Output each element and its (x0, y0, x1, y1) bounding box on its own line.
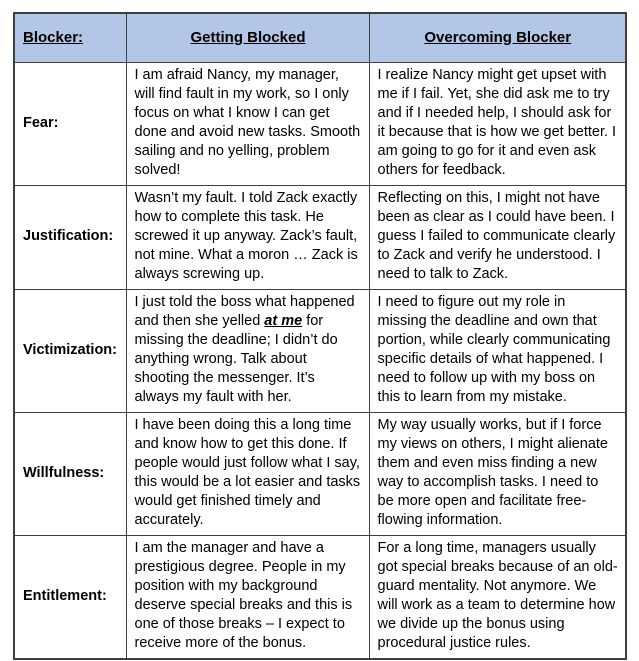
header-cell-overcoming-blocker (369, 13, 626, 63)
overcoming-blocker-cell: Reflecting on this, I might not have been as clear as I could have been. I guess I failed to communicate clearly to Zack and verify he understood. I need to talk to Zack. (369, 186, 626, 290)
overcoming-blocker-cell: For a long time, managers usually got special breaks because of an old-guard mentality. Not anymore. We will work as a team to determine how we divide up the bonus using procedural justice rules. (369, 536, 626, 660)
getting-blocked-cell: I have been doing this a long time and know how to get this done. If people would just follow what I say, this would be a lot easier and tasks would get finished timely and accurately. (126, 413, 369, 536)
table-row-fear (14, 63, 626, 186)
header-label-overcoming-blocker: Overcoming Blocker (424, 28, 572, 46)
header-label-getting-blocked: Getting Blocked (190, 28, 306, 46)
table-row-victimization (14, 290, 626, 413)
overcoming-blocker-cell: I need to figure out my role in missing the deadline and own that portion, while clearly communicating specific details of what happened. I need to follow up with my boss on this to learn from my mistake. (369, 290, 626, 413)
header-row (14, 13, 626, 63)
header-label-blocker: Blocker: (23, 28, 84, 46)
blocker-label-cell: Victimization: (14, 290, 126, 413)
text-segment: I just told the boss what happened and then she yelled (134, 294, 355, 329)
header-cell-getting-blocked (126, 13, 369, 63)
table-row-entitlement (14, 536, 626, 660)
blocker-label-cell: Entitlement: (14, 536, 126, 660)
overcoming-blocker-cell: I realize Nancy might get upset with me if I fail. Yet, she did ask me to try and if I needed help, I should ask for it because that is how we get better. I am going to go for it and even ask others for feedback. (369, 63, 626, 186)
getting-blocked-cell: Wasn’t my fault. I told Zack exactly how to complete this task. He screwed it up anyway. Zack’s fault, not mine. What a moron … Zack is always screwing up. (126, 186, 369, 290)
blocker-label-cell: Fear: (14, 63, 126, 186)
header-cell-blocker (14, 13, 126, 63)
text-segment: for missing the deadline; I didn’t do anything wrong. Talk about shooting the messenger. It’s always my fault with her. (134, 313, 338, 405)
blocker-label-cell: Willfulness: (14, 413, 126, 536)
emphasized-text: at me (264, 313, 303, 329)
getting-blocked-cell: I am the manager and have a prestigious degree. People in my position with my background deserve special breaks and this is one of those breaks – I expect to receive more of the bonus. (126, 536, 369, 660)
table-row-willfulness (14, 413, 626, 536)
table-row-justification (14, 186, 626, 290)
blockers-table (13, 12, 627, 660)
overcoming-blocker-cell: My way usually works, but if I force my views on others, I might alienate them and even miss finding a new way to accomplish tasks. I need to be more open and facilitate free-flowing information. (369, 413, 626, 536)
getting-blocked-cell: I am afraid Nancy, my manager, will find fault in my work, so I only focus on what I know I can get done and avoid new tasks. Smooth sailing and no yelling, problem solved! (126, 63, 369, 186)
getting-blocked-cell (126, 290, 369, 413)
blocker-label-cell: Justification: (14, 186, 126, 290)
